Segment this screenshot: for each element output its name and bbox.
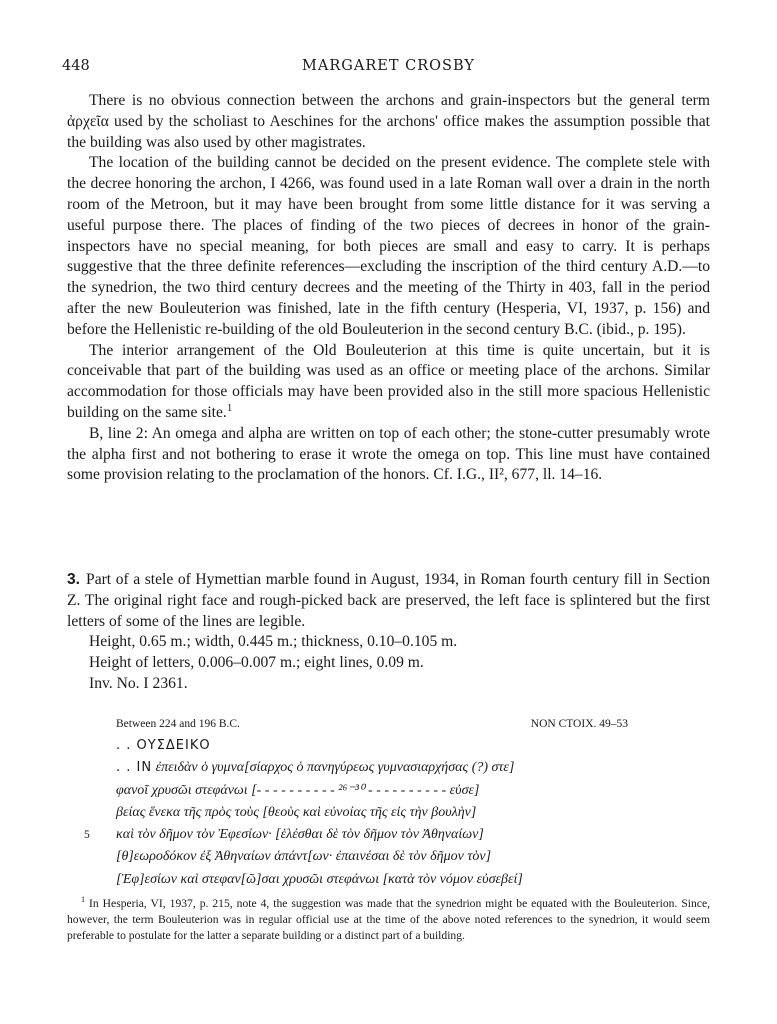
footnote-text [67, 896, 710, 945]
footnote-marker: 1 [81, 895, 86, 905]
inscription-line: [Ἐφ]εσίων καὶ στεφαν[ῶ]σαι χρυσῶι στεφάνωι [κατὰ τὸν νόμον εὐσεβεί] [116, 871, 523, 887]
paragraph: There is no obvious connection between the archons and grain-inspectors but the general term ἀρχεῖα used by the scholiast to Aeschines for the archons' office makes the assumption possible that the building was also used by other magistrates. [67, 92, 710, 151]
inscription-line: . . ΟΥΣΔΕΙΚΟ [116, 738, 211, 753]
item-description-text: Part of a stele of Hymettian marble found in August, 1934, in Roman fourth century fill in Section Z. The original right face and rough-picked back are preserved, the left face is splintered but the first letters of some of the lines are legible. [67, 571, 710, 630]
footnote-body: In Hesperia, VI, 1937, p. 215, note 4, the suggestion was made that the synedrion might be equated with the Bouleuterion. Since, however, the term Bouleuterion was in regular official use at the time of the above noted references to the synedrion, it would seem preferable to postulate for the latter a separate building or a distinct part of a building. [67, 897, 710, 943]
footnote-reference: 1 [226, 401, 233, 414]
line-number: 5 [84, 829, 90, 842]
paragraph [67, 341, 710, 424]
inscription-text [84, 713, 628, 891]
paragraph-text: The interior arrangement of the Old Bouleuterion at this time is quite uncertain, but it is conceivable that part of the building was used as an office or meeting place of the archons. Similar accommodation for those officials may have been provided also in the still more spacious Hellenistic building on the same site. [67, 341, 710, 421]
inscription-line-text: καὶ τὸν δῆμον τὸν Ἐφεσίων· [ἑλέσθαι δὲ τὸν δῆμον τὸν Ἀθηναίων] [116, 827, 484, 843]
inscription-style: NON CTOIX. 49–53 [530, 718, 628, 730]
inscription-line [116, 757, 628, 779]
inscription-line-caps: . . ΙΝ [116, 760, 153, 776]
inscription-line: βείας ἕνεκα τῆς πρὸς τοὺς [θεοὺς καὶ εὐνοίας τῆς εἰς τὴν βουλὴν] [116, 804, 477, 820]
inscription-line-text: ἐπειδὰν ὁ γυμνα[σίαρχος ὁ πανηγύρεως γυμνασιαρχήσας (?) στε] [155, 760, 515, 776]
inscription-line [84, 824, 628, 846]
running-head [62, 58, 715, 78]
page-number: 448 [62, 58, 90, 74]
measurement-line: Inv. No. I 2361. [89, 674, 188, 692]
header-author: MARGARET CROSBY [302, 58, 475, 74]
measurement-line: Height of letters, 0.006–0.007 m.; eight lines, 0.09 m. [89, 654, 424, 672]
inscription-header [116, 713, 628, 735]
paragraph: The location of the building cannot be decided on the present evidence. The complete stele with the decree honoring the archon, I 4266, was found used in a late Roman wall over a drain in the north room of the Metroon, but it may have been brought from some little distance for it was serving a useful purpose there. The places of finding of the two pieces of decrees in honor of the grain-inspectors have no special meaning, for both pieces are small and easy to carry. It is perhaps suggestive that the three definite references—excluding the inscription of the third century A.D.—to the synedrion, the two third century decrees and the meeting of the Thirty in 403, fall in the period after the new Bouleuterion was finished, late in the fifth century (Hesperia, VI, 1937, p. 156) and before the Hellenistic re-building of the old Bouleuterion in the second century B.C. (ibid., p. 195). [67, 154, 710, 338]
inscription-date: Between 224 and 196 B.C. [116, 718, 240, 730]
item-number: 3. [67, 571, 81, 588]
item-description [67, 570, 710, 632]
paragraph: B, line 2: An omega and alpha are written on top of each other; the stone-cutter presumably wrote the alpha first and not bothering to erase it wrote the omega on top. This line must have contained some provision relating to the proclamation of the honors. Cf. I.G., II², 677, ll. 14–16. [67, 424, 710, 484]
footnote [67, 896, 710, 945]
body-text [67, 91, 710, 486]
inscription-line: [θ]εωροδόκον ἐξ Ἀθηναίων ἁπάντ[ων· ἐπαινέσαι δὲ τὸν δῆμον τὸν] [116, 849, 492, 865]
inscription-line: φανοῖ χρυσῶι στεφάνωι [- - - - - - - - - - ²⁶⁻³⁰ - - - - - - - - - - εὐσε] [116, 782, 480, 798]
catalog-item [67, 570, 710, 695]
measurement-line: Height, 0.65 m.; width, 0.445 m.; thickness, 0.10–0.105 m. [89, 633, 458, 651]
